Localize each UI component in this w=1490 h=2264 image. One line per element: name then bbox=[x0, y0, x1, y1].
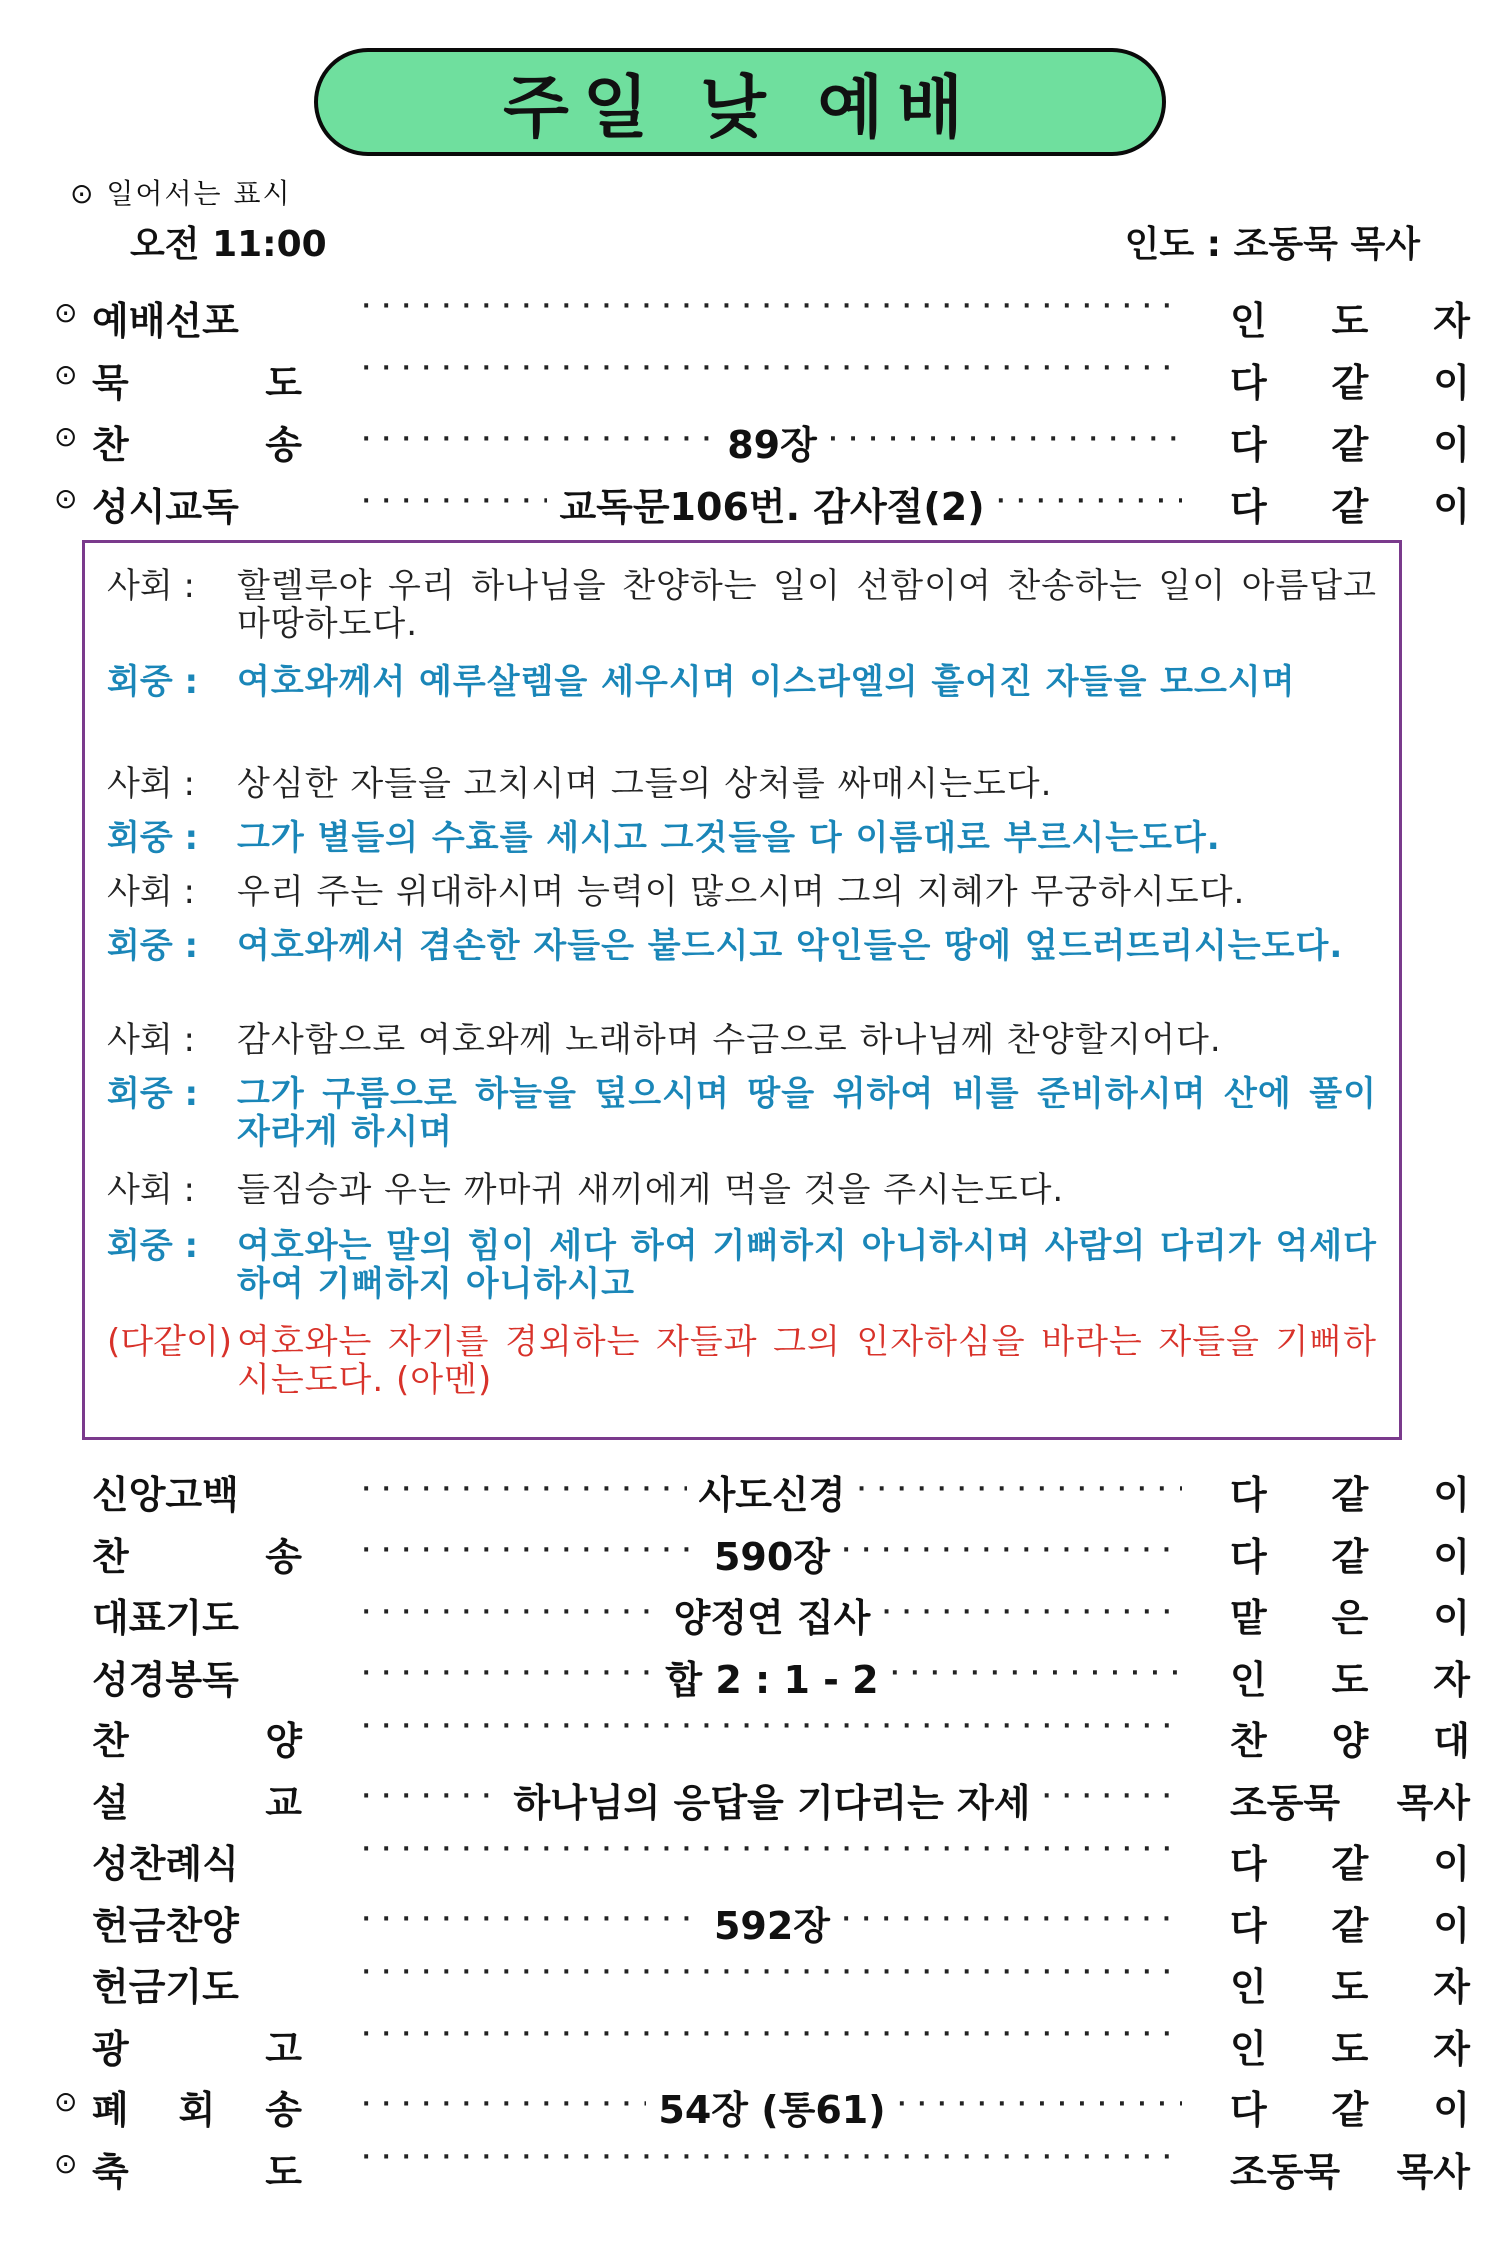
reading-text: 여호와는 자기를 경외하는 자들과 그의 인자하심을 바라는 자들을 기뻐하시는도다. (아멘) bbox=[237, 1322, 1377, 1400]
reading-line bbox=[107, 663, 1377, 701]
bottom-order-row bbox=[50, 1526, 1470, 1579]
order-detail bbox=[362, 1956, 1182, 1994]
order-person bbox=[1230, 2018, 1470, 2073]
order-detail bbox=[362, 2018, 1182, 2056]
order-person-char: 같 bbox=[1331, 1842, 1369, 1886]
standing-legend: ⊙ 일어서는 표시 bbox=[70, 177, 292, 210]
order-detail bbox=[362, 414, 1182, 469]
bottom-order-row bbox=[50, 2141, 1470, 2194]
bottom-order-row bbox=[50, 1710, 1470, 1763]
reading-speaker: 사회 : bbox=[107, 872, 195, 912]
reading-line bbox=[107, 1075, 1377, 1151]
order-label bbox=[92, 2018, 302, 2073]
reading-speaker: (다같이) bbox=[107, 1322, 233, 1362]
dot-leader bbox=[362, 1833, 1182, 1871]
order-detail-text: 54장 (통61) bbox=[658, 2088, 886, 2132]
order-detail-text: 89장 bbox=[727, 423, 817, 467]
service-time: 오전 11:00 bbox=[130, 224, 327, 265]
order-person-char: 이 bbox=[1433, 423, 1470, 467]
order-person-char: 이 bbox=[1433, 2088, 1470, 2132]
dot-leader bbox=[362, 2088, 646, 2126]
dot-leader bbox=[362, 1956, 1182, 1994]
reading-text: 여호와께서 겸손한 자들은 붙드시고 악인들은 땅에 엎드러뜨리시는도다. bbox=[237, 926, 1344, 966]
order-detail bbox=[362, 1587, 1182, 1642]
order-detail-text: 592장 bbox=[713, 1903, 831, 1948]
order-person-char: 대 bbox=[1433, 1719, 1470, 1763]
order-label bbox=[92, 414, 302, 469]
service-leader: 인도 : 조동묵 목사 bbox=[1124, 224, 1420, 265]
top-order-row bbox=[50, 414, 1470, 467]
dot-leader bbox=[362, 485, 547, 523]
order-person-char: 도 bbox=[1331, 1657, 1369, 1702]
order-person-char: 다 bbox=[1230, 1903, 1267, 1948]
bottom-order-row bbox=[50, 1464, 1470, 1517]
order-label-char: 교 bbox=[265, 1780, 302, 1825]
reading-text: 그가 구름으로 하늘을 덮으시며 땅을 위하여 비를 준비하시며 산에 풀이 자라게 하시며 bbox=[237, 1074, 1377, 1152]
dot-leader bbox=[362, 1903, 702, 1941]
order-person bbox=[1230, 476, 1470, 531]
reading-text: 들짐승과 우는 까마귀 새끼에게 먹을 것을 주시는도다. bbox=[237, 1170, 1065, 1210]
order-label-char: 고 bbox=[265, 2026, 302, 2071]
order-person-char: 조동묵 bbox=[1230, 1780, 1341, 1825]
reading-line bbox=[107, 1021, 1377, 1059]
order-person-char: 같 bbox=[1331, 2088, 1369, 2132]
order-detail bbox=[362, 476, 1182, 531]
order-detail bbox=[362, 2079, 1182, 2134]
order-detail bbox=[362, 2141, 1182, 2179]
order-label-char: 묵 bbox=[92, 361, 129, 405]
order-label: 신앙고백 bbox=[92, 1473, 239, 1517]
order-person-char: 다 bbox=[1230, 485, 1267, 529]
dot-leader bbox=[362, 2018, 1182, 2056]
reading-text: 여호와는 말의 힘이 세다 하여 기뻐하지 아니하시며 사람의 다리가 억세다 하여 기뻐하지 아니하시고 bbox=[237, 1226, 1377, 1304]
order-label: 헌금찬양 bbox=[92, 1903, 239, 1948]
dot-leader bbox=[842, 1534, 1182, 1572]
reading-text: 우리 주는 위대하시며 능력이 많으시며 그의 지혜가 무궁하시도다. bbox=[237, 872, 1246, 912]
order-label: 성경봉독 bbox=[92, 1657, 239, 1702]
order-person-char: 다 bbox=[1230, 361, 1267, 405]
order-label: 헌금기도 bbox=[92, 1965, 239, 2009]
order-detail-text: 교독문106번. 감사절(2) bbox=[559, 485, 985, 529]
order-person-char: 이 bbox=[1433, 1903, 1470, 1948]
order-person-char: 다 bbox=[1230, 1842, 1267, 1886]
dot-leader bbox=[362, 1473, 687, 1511]
top-order-row bbox=[50, 476, 1470, 529]
order-label-char: 송 bbox=[265, 2088, 302, 2132]
dot-leader bbox=[882, 1596, 1182, 1634]
order-person-char: 다 bbox=[1230, 1534, 1267, 1579]
order-detail bbox=[362, 1710, 1182, 1748]
order-person-char: 찬 bbox=[1230, 1719, 1267, 1763]
reading-speaker: 회중 : bbox=[107, 926, 199, 966]
reading-speaker: 회중 : bbox=[107, 1074, 199, 1114]
order-detail-text: 합 2 : 1 - 2 bbox=[665, 1657, 879, 1702]
order-person bbox=[1230, 1710, 1470, 1765]
order-person-char: 도 bbox=[1331, 1965, 1369, 2009]
order-person-char: 이 bbox=[1433, 361, 1470, 405]
order-person-char: 맡 bbox=[1230, 1596, 1267, 1640]
reading-line bbox=[107, 1227, 1377, 1303]
dot-leader bbox=[891, 1657, 1182, 1695]
order-person-char: 목사 bbox=[1396, 2149, 1470, 2194]
reading-text: 여호와께서 예루살렘을 세우시며 이스라엘의 흩어진 자들을 모으시며 bbox=[237, 662, 1296, 702]
order-person-char: 이 bbox=[1433, 1842, 1470, 1886]
order-label: 성찬례식 bbox=[92, 1842, 239, 1886]
bottom-order-row bbox=[50, 1649, 1470, 1702]
order-label-char: 축 bbox=[92, 2149, 129, 2194]
reading-line bbox=[107, 1171, 1377, 1209]
order-detail bbox=[362, 1895, 1182, 1950]
order-label bbox=[92, 1710, 302, 1765]
reading-line bbox=[107, 1323, 1377, 1399]
reading-text: 할렐루야 우리 하나님을 찬양하는 일이 선함이여 찬송하는 일이 아름답고 마땅하도다. bbox=[237, 566, 1377, 644]
reading-speaker: 회중 : bbox=[107, 818, 199, 858]
order-label-char: 도 bbox=[265, 361, 302, 405]
order-person-char: 자 bbox=[1433, 2026, 1470, 2071]
order-person-char: 인 bbox=[1230, 1657, 1267, 1702]
order-person-char: 인 bbox=[1230, 2026, 1267, 2071]
standing-mark-icon: ⊙ bbox=[54, 296, 78, 329]
order-detail bbox=[362, 1526, 1182, 1581]
order-label-char: 찬 bbox=[92, 1719, 129, 1763]
reading-text: 그가 별들의 수효를 세시고 그것들을 다 이름대로 부르시는도다. bbox=[237, 818, 1221, 858]
page-title: 주일 낮 예배 bbox=[503, 68, 977, 148]
order-person-char: 같 bbox=[1331, 361, 1369, 405]
order-person-char: 자 bbox=[1433, 1965, 1470, 2009]
order-person-char: 같 bbox=[1331, 1903, 1369, 1948]
dot-leader bbox=[362, 423, 715, 461]
order-label-char: 도 bbox=[265, 2149, 302, 2194]
standing-mark-icon: ⊙ bbox=[54, 358, 78, 391]
standing-mark-icon: ⊙ bbox=[54, 2146, 78, 2180]
order-person-char: 인 bbox=[1230, 299, 1267, 343]
order-person-char: 다 bbox=[1230, 423, 1267, 467]
bottom-order-row bbox=[50, 1772, 1470, 1825]
standing-mark-icon: ⊙ bbox=[54, 420, 78, 453]
order-label: 성시교독 bbox=[92, 485, 239, 529]
order-person-char: 은 bbox=[1331, 1596, 1369, 1640]
dot-leader bbox=[362, 1710, 1182, 1748]
order-person bbox=[1230, 1956, 1470, 2011]
reading-speaker: 사회 : bbox=[107, 566, 195, 606]
top-order-row bbox=[50, 352, 1470, 405]
order-detail bbox=[362, 1772, 1182, 1827]
order-person bbox=[1230, 1833, 1470, 1888]
order-person bbox=[1230, 1526, 1470, 1581]
order-label bbox=[92, 1772, 302, 1827]
order-person-char: 같 bbox=[1331, 485, 1369, 529]
order-label-char: 설 bbox=[92, 1780, 129, 1825]
order-person bbox=[1230, 1772, 1470, 1827]
reading-speaker: 사회 : bbox=[107, 1020, 195, 1060]
dot-leader bbox=[362, 1780, 502, 1818]
order-label-char: 찬 bbox=[92, 423, 129, 467]
reading-speaker: 사회 : bbox=[107, 1170, 195, 1210]
order-label bbox=[92, 352, 302, 407]
bottom-order-row bbox=[50, 2018, 1470, 2071]
dot-leader bbox=[842, 1903, 1182, 1941]
bottom-order-row bbox=[50, 1895, 1470, 1948]
order-person-char: 이 bbox=[1433, 485, 1470, 529]
bottom-order-row bbox=[50, 2079, 1470, 2132]
order-person bbox=[1230, 2079, 1470, 2134]
order-person bbox=[1230, 2141, 1470, 2196]
order-person bbox=[1230, 1649, 1470, 1704]
dot-leader bbox=[362, 1657, 653, 1695]
dot-leader bbox=[857, 1473, 1182, 1511]
order-label bbox=[92, 2141, 302, 2196]
dot-leader bbox=[997, 485, 1182, 523]
order-label: 대표기도 bbox=[92, 1596, 239, 1640]
order-person-char: 다 bbox=[1230, 2088, 1267, 2132]
order-person-char: 이 bbox=[1433, 1596, 1470, 1640]
order-person bbox=[1230, 290, 1470, 345]
order-detail bbox=[362, 290, 1182, 328]
order-detail-text: 하나님의 응답을 기다리는 자세 bbox=[513, 1780, 1031, 1825]
dot-leader bbox=[1042, 1780, 1182, 1818]
order-person bbox=[1230, 1464, 1470, 1519]
reading-line bbox=[107, 819, 1377, 857]
reading-line bbox=[107, 927, 1377, 965]
order-person-char: 인 bbox=[1230, 1965, 1267, 2009]
order-person-char: 이 bbox=[1433, 1473, 1470, 1517]
order-person-char: 이 bbox=[1433, 1534, 1470, 1579]
order-label-char: 광 bbox=[92, 2026, 129, 2071]
order-detail-text: 양정연 집사 bbox=[673, 1596, 871, 1640]
order-detail bbox=[362, 352, 1182, 390]
standing-mark-icon: ⊙ bbox=[54, 2085, 78, 2118]
reading-line bbox=[107, 567, 1377, 643]
dot-leader bbox=[898, 2088, 1182, 2126]
order-detail-text: 590장 bbox=[713, 1534, 831, 1579]
dot-leader bbox=[362, 1596, 662, 1634]
reading-text: 감사함으로 여호와께 노래하며 수금으로 하나님께 찬양할지어다. bbox=[237, 1020, 1222, 1060]
order-person-char: 다 bbox=[1230, 1473, 1267, 1517]
dot-leader bbox=[362, 352, 1182, 390]
dot-leader bbox=[362, 1534, 702, 1572]
order-label-char: 회 bbox=[178, 2088, 216, 2132]
order-person-char: 같 bbox=[1331, 1534, 1369, 1579]
reading-speaker: 회중 : bbox=[107, 662, 199, 702]
bottom-order-row bbox=[50, 1956, 1470, 2009]
order-person bbox=[1230, 414, 1470, 469]
reading-line bbox=[107, 765, 1377, 803]
order-detail bbox=[362, 1833, 1182, 1871]
order-detail bbox=[362, 1649, 1182, 1704]
order-person-char: 목사 bbox=[1396, 1780, 1470, 1825]
order-person bbox=[1230, 1895, 1470, 1950]
dot-leader bbox=[362, 290, 1182, 328]
bottom-order-row bbox=[50, 1587, 1470, 1640]
order-label-char: 폐 bbox=[92, 2088, 129, 2132]
order-person bbox=[1230, 1587, 1470, 1642]
top-order-row bbox=[50, 290, 1470, 343]
order-label-char: 송 bbox=[265, 423, 302, 467]
order-person bbox=[1230, 352, 1470, 407]
title-banner bbox=[314, 48, 1166, 156]
responsive-reading-box bbox=[82, 540, 1402, 1440]
order-person-char: 조동묵 bbox=[1230, 2149, 1341, 2194]
reading-text: 상심한 자들을 고치시며 그들의 상처를 싸매시는도다. bbox=[237, 764, 1053, 804]
order-label-char: 양 bbox=[265, 1719, 302, 1763]
reading-speaker: 회중 : bbox=[107, 1226, 199, 1266]
order-person-char: 양 bbox=[1331, 1719, 1369, 1763]
order-person-char: 자 bbox=[1433, 1657, 1470, 1702]
order-detail-text: 사도신경 bbox=[698, 1473, 846, 1517]
order-label bbox=[92, 1526, 302, 1581]
order-person-char: 같 bbox=[1331, 1473, 1369, 1517]
order-label: 예배선포 bbox=[92, 299, 239, 343]
standing-mark-icon: ⊙ bbox=[54, 482, 78, 515]
order-detail bbox=[362, 1464, 1182, 1519]
order-person-char: 도 bbox=[1331, 2026, 1369, 2071]
reading-speaker: 사회 : bbox=[107, 764, 195, 804]
dot-leader bbox=[829, 423, 1182, 461]
order-person-char: 도 bbox=[1331, 299, 1369, 343]
order-person-char: 같 bbox=[1331, 423, 1369, 467]
order-label bbox=[92, 2079, 302, 2134]
bottom-order-row bbox=[50, 1833, 1470, 1886]
reading-line bbox=[107, 873, 1377, 911]
dot-leader bbox=[362, 2141, 1182, 2179]
order-label-char: 송 bbox=[265, 1534, 302, 1579]
order-person-char: 자 bbox=[1433, 299, 1470, 343]
order-label-char: 찬 bbox=[92, 1534, 129, 1579]
